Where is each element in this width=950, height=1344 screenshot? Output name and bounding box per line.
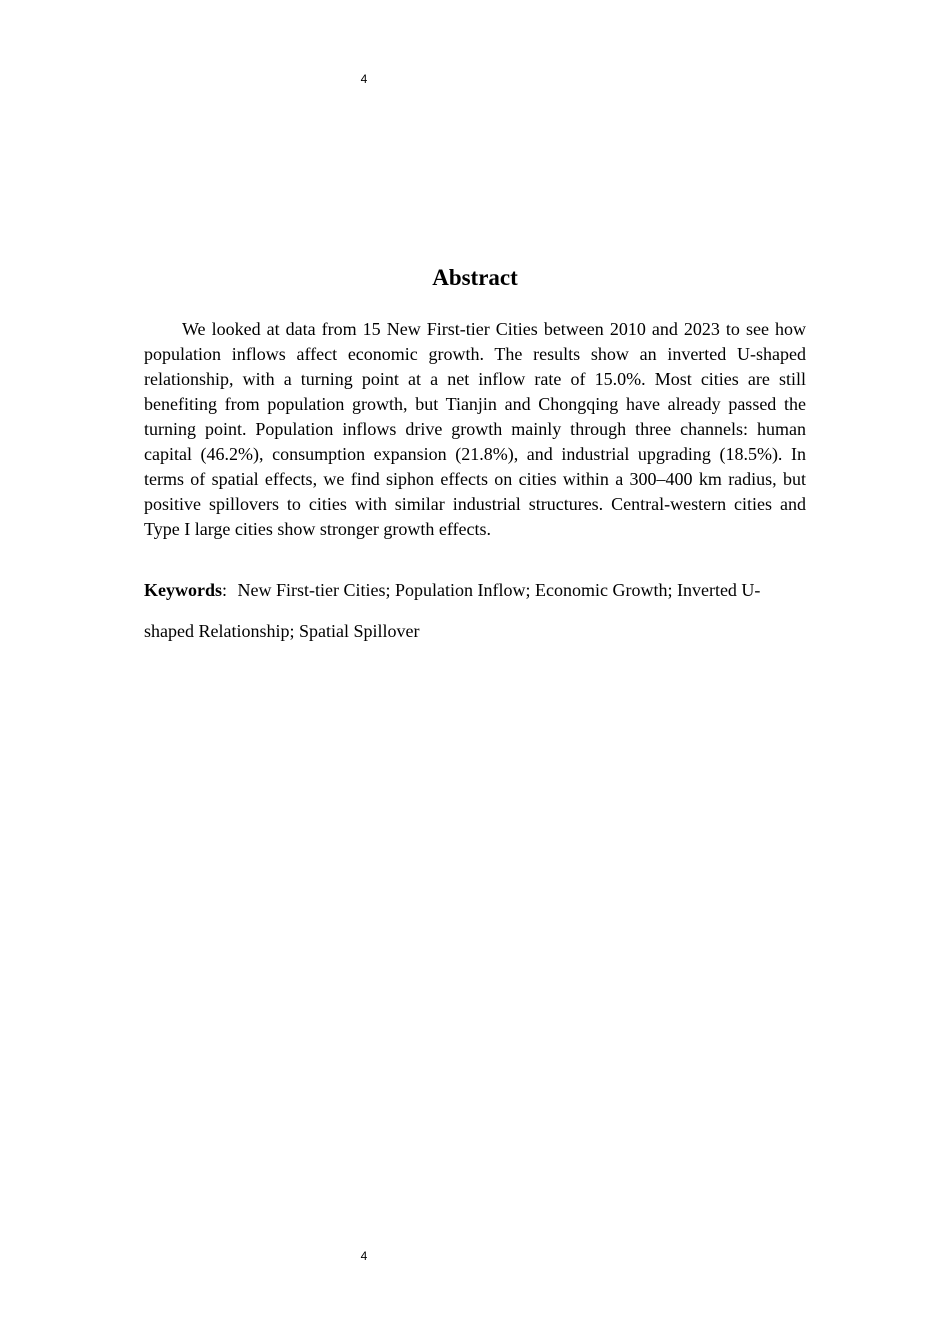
abstract-heading: Abstract: [432, 265, 518, 290]
keywords-text: New First-tier Cities; Population Inflow; Economic Growth; Inverted U-shaped Relationship; Spatial Spillover: [144, 580, 761, 641]
keywords-paragraph: [144, 570, 806, 652]
footer-page-number: 4: [360, 1249, 368, 1263]
keywords-label: Keywords: [144, 580, 222, 600]
abstract-body: We looked at data from 15 New First-tier Cities between 2010 and 2023 to see how population inflows affect economic growth. The results show an inverted U-shaped relationship, with a turning point at a net inflow rate of 15.0%. Most cities are still benefiting from population growth, but Tianjin and Chongqing have already passed the turning point. Population inflows drive growth mainly through three channels: human capital (46.2%), consumption expansion (21.8%), and industrial upgrading (18.5%). In terms of spatial effects, we find siphon effects on cities within a 300–400 km radius, but positive spillovers to cities with similar industrial structures. Central-western cities and Type I large cities show stronger growth effects.: [144, 319, 806, 539]
keywords-colon: :: [222, 580, 228, 600]
header-page-number: 4: [360, 72, 368, 86]
